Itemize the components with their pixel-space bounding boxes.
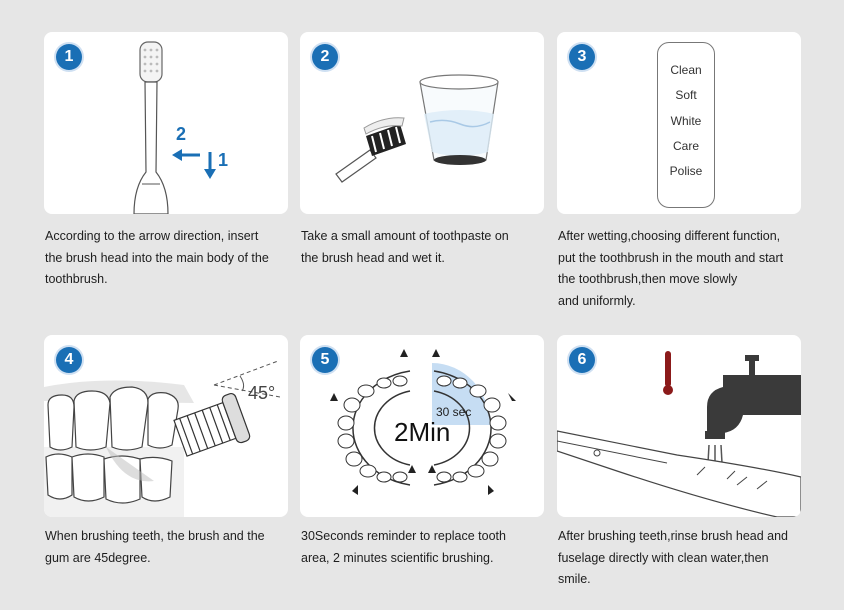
step-4-line-2: gum are 45degree. xyxy=(45,550,151,565)
step-2-card xyxy=(300,32,544,214)
function-polise: Polise xyxy=(669,164,703,178)
step-4-badge: 4 xyxy=(56,347,82,373)
step-3-line-4: and uniformly. xyxy=(558,293,636,308)
angle-label: 45° xyxy=(248,383,276,403)
step-3-line-3: the toothbrush,then move slowly xyxy=(558,272,738,286)
step-5-description xyxy=(301,526,551,569)
step-6-card xyxy=(557,335,801,517)
step-6-line-2: fuselage directly with clean water,then xyxy=(558,550,769,565)
step-1-description xyxy=(45,226,295,291)
step-5-card xyxy=(300,335,544,517)
timer-label: 30 sec xyxy=(436,405,472,419)
step-4-line-1: When brushing teeth, the brush and the xyxy=(45,529,265,543)
step-6-description xyxy=(558,526,808,591)
step-1-badge: 1 xyxy=(56,44,82,70)
step-4-description xyxy=(45,526,295,569)
step-3-description xyxy=(558,226,808,312)
step-5-badge: 5 xyxy=(312,347,338,373)
step-3-card xyxy=(557,32,801,214)
total-time-label: 2Min xyxy=(394,417,451,447)
step-1-card xyxy=(44,32,288,214)
step-6-line-3: smile. xyxy=(558,572,591,586)
step-3-line-1: After wetting,choosing different function, xyxy=(558,229,781,243)
step-2-badge: 2 xyxy=(312,44,338,70)
step-1-line-1: According to the arrow direction, insert xyxy=(45,229,259,243)
function-white: White xyxy=(670,114,702,128)
step-5-line-2: area, 2 minutes scientific brushing. xyxy=(301,550,494,565)
step-5-line-1: 30Seconds reminder to replace tooth xyxy=(301,529,506,543)
function-list-icon xyxy=(657,42,715,208)
step-6-badge: 6 xyxy=(569,347,595,373)
step-3-line-2: put the toothbrush in the mouth and start xyxy=(558,250,784,265)
step-2-description xyxy=(301,226,551,269)
arrow-label-2: 2 xyxy=(176,124,187,144)
step-2-line-2: the brush head and wet it. xyxy=(301,250,445,265)
step-3-badge: 3 xyxy=(569,44,595,70)
step-2-line-1: Take a small amount of toothpaste on xyxy=(301,229,509,243)
function-soft: Soft xyxy=(675,88,697,102)
step-6-line-1: After brushing teeth,rinse brush head and xyxy=(558,529,789,543)
step-1-line-2: the brush head into the main body of the xyxy=(45,250,269,265)
arrow-label-1: 1 xyxy=(218,150,229,170)
step-1-line-3: toothbrush. xyxy=(45,272,108,286)
function-clean: Clean xyxy=(670,63,702,77)
step-4-card xyxy=(44,335,288,517)
function-care: Care xyxy=(672,139,699,153)
